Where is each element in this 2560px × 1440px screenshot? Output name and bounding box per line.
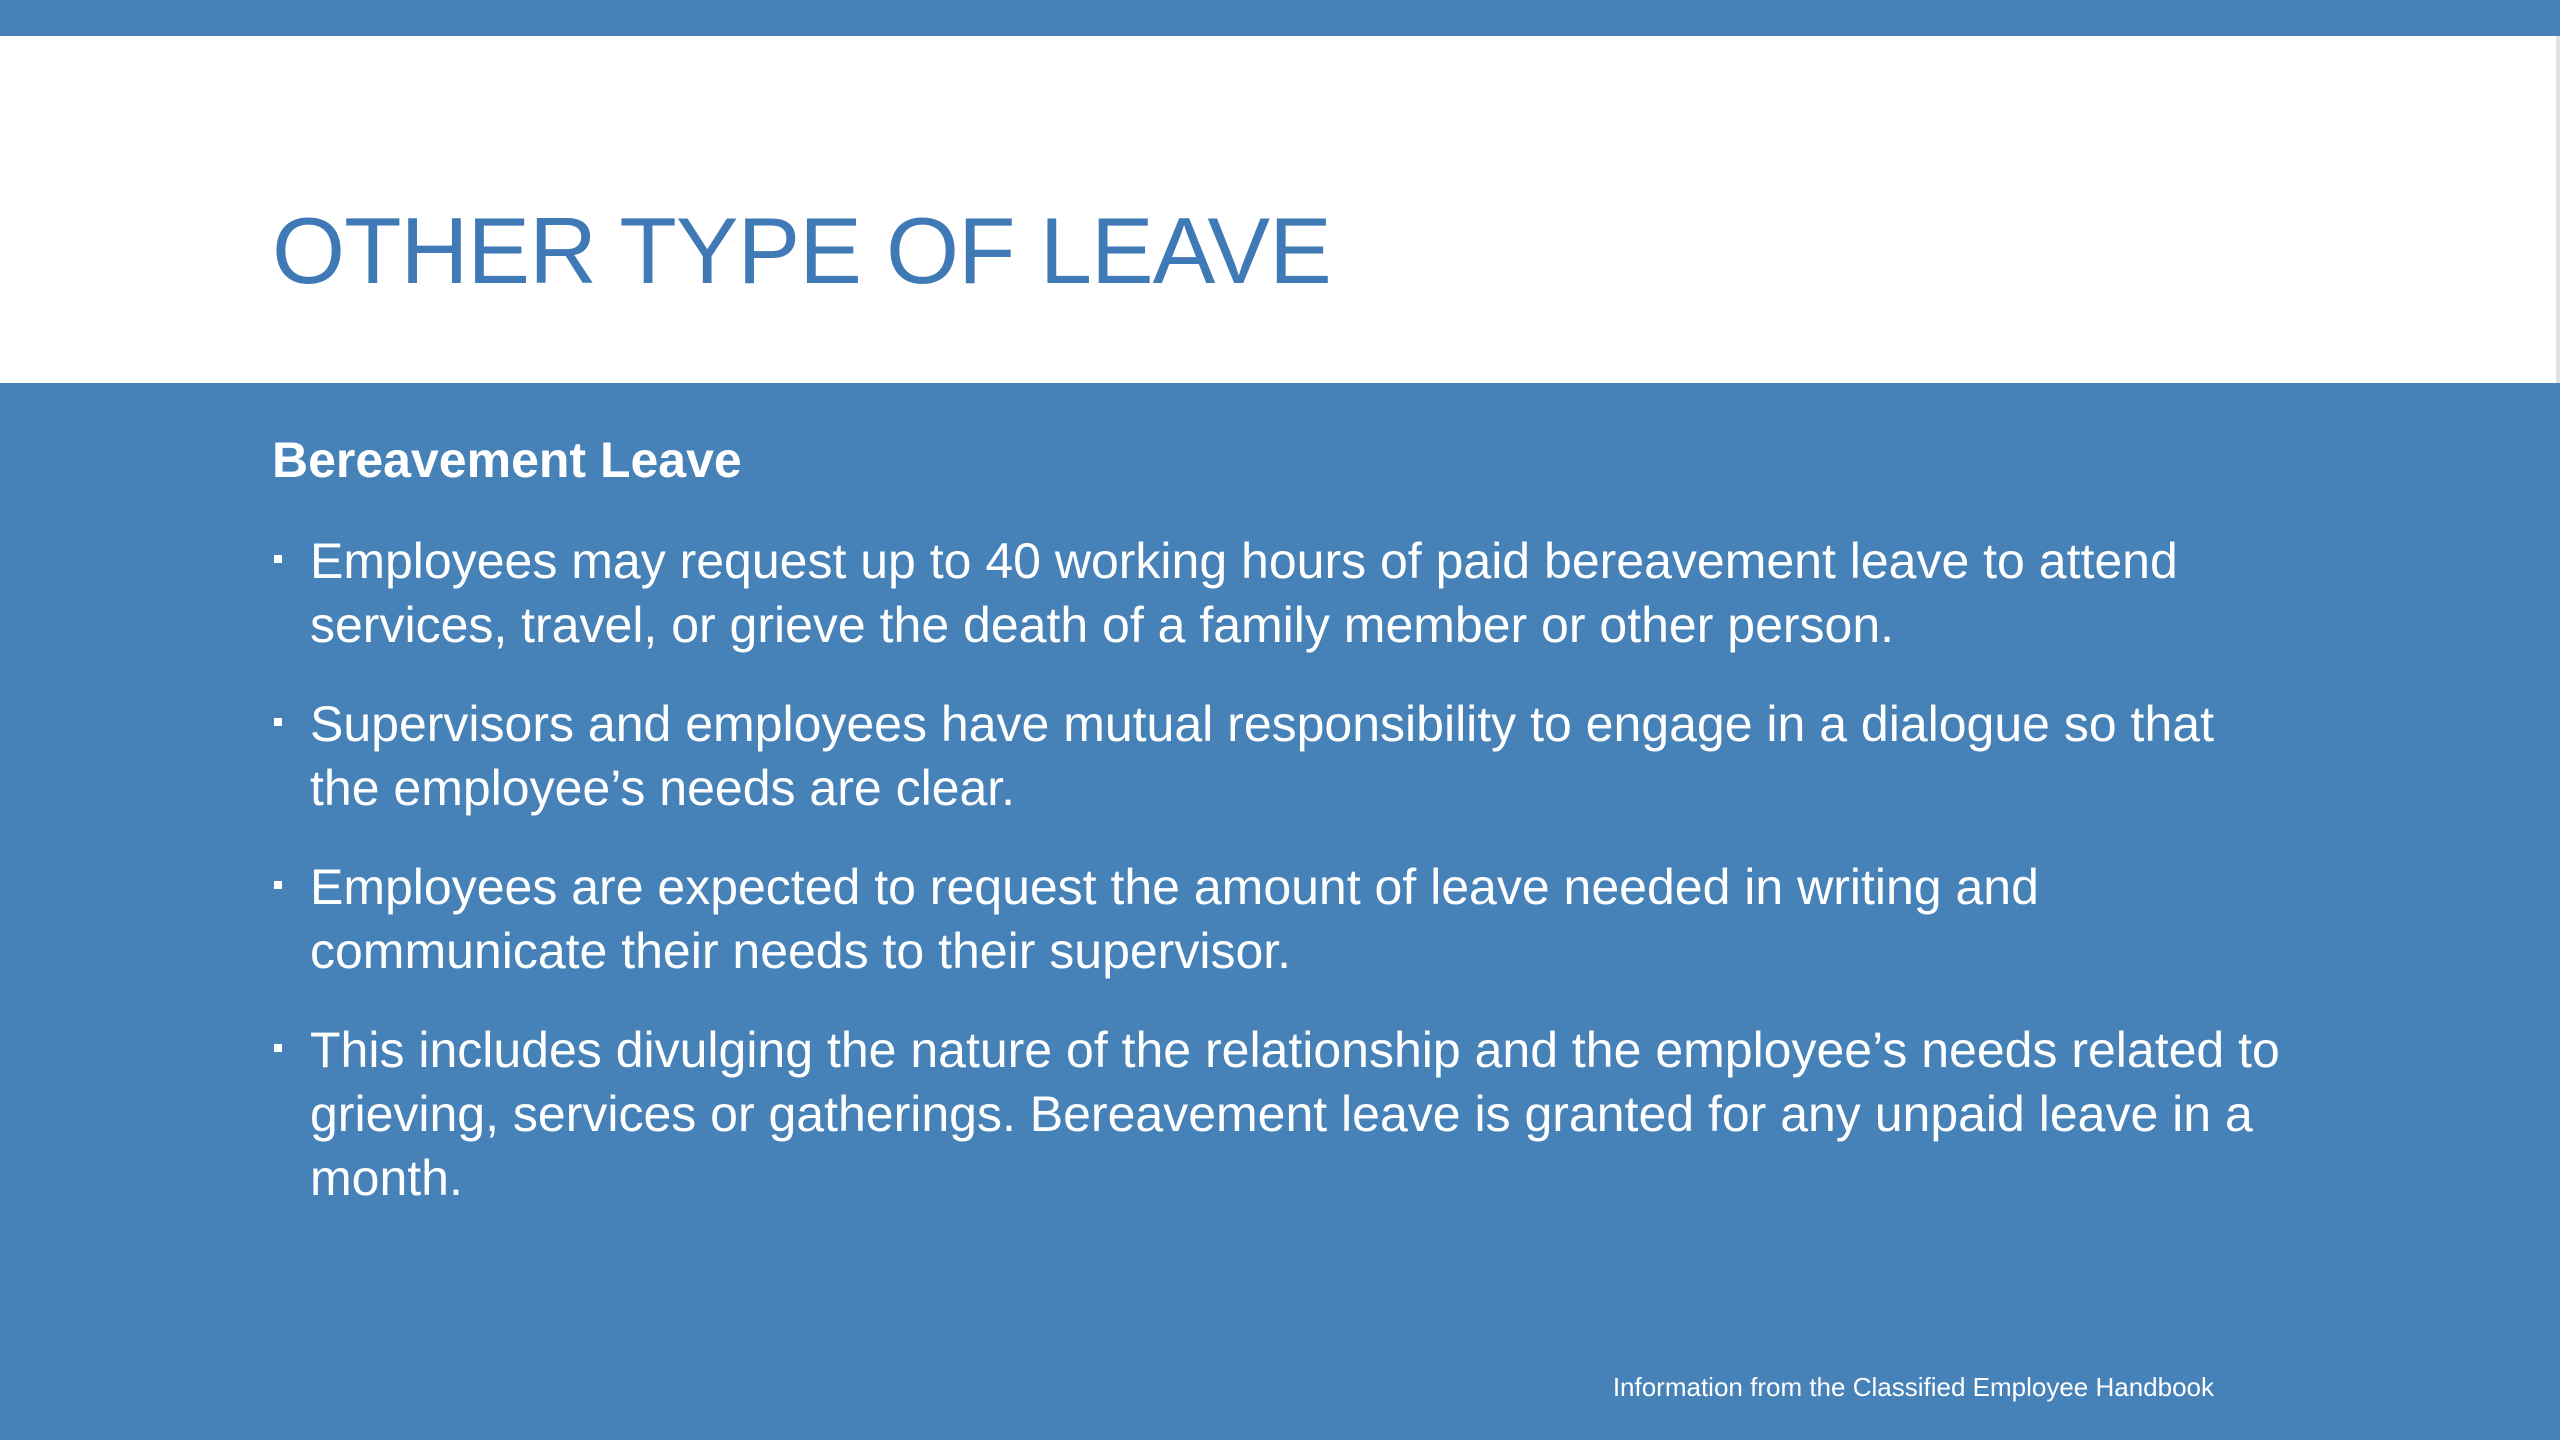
source-footnote: Information from the Classified Employee Handbook	[1612, 1372, 2214, 1402]
bullet-square-icon	[274, 718, 282, 726]
bullet-square-icon	[274, 1044, 282, 1052]
top-accent-strip	[0, 0, 2560, 36]
bullet-square-icon	[274, 881, 282, 889]
title-band	[0, 36, 2560, 383]
bullet-item	[272, 1018, 2292, 1210]
bullet-square-icon	[274, 555, 282, 563]
section-heading: Bereavement Leave	[272, 432, 742, 488]
bullet-item	[272, 692, 2292, 820]
bullet-text: Employees may request up to 40 working hours of paid bereavement leave to attend services, travel, or grieve the death of a family member or other person.	[310, 533, 2178, 653]
bullet-item	[272, 855, 2292, 983]
slide-title: OTHER TYPE OF LEAVE	[272, 198, 1331, 303]
bullet-list	[272, 529, 2292, 1210]
bullet-text: This includes divulging the nature of the relationship and the employee’s needs related to grieving, services or gatherings. Bereavement leave is granted for any unpaid leave in a month.	[310, 1022, 2280, 1206]
slide-content	[272, 425, 2292, 1245]
bullet-text: Employees are expected to request the amount of leave needed in writing and communicate their needs to their supervisor.	[310, 859, 2039, 979]
bullet-text: Supervisors and employees have mutual responsibility to engage in a dialogue so that the employee’s needs are clear.	[310, 696, 2214, 816]
bullet-item	[272, 529, 2292, 657]
